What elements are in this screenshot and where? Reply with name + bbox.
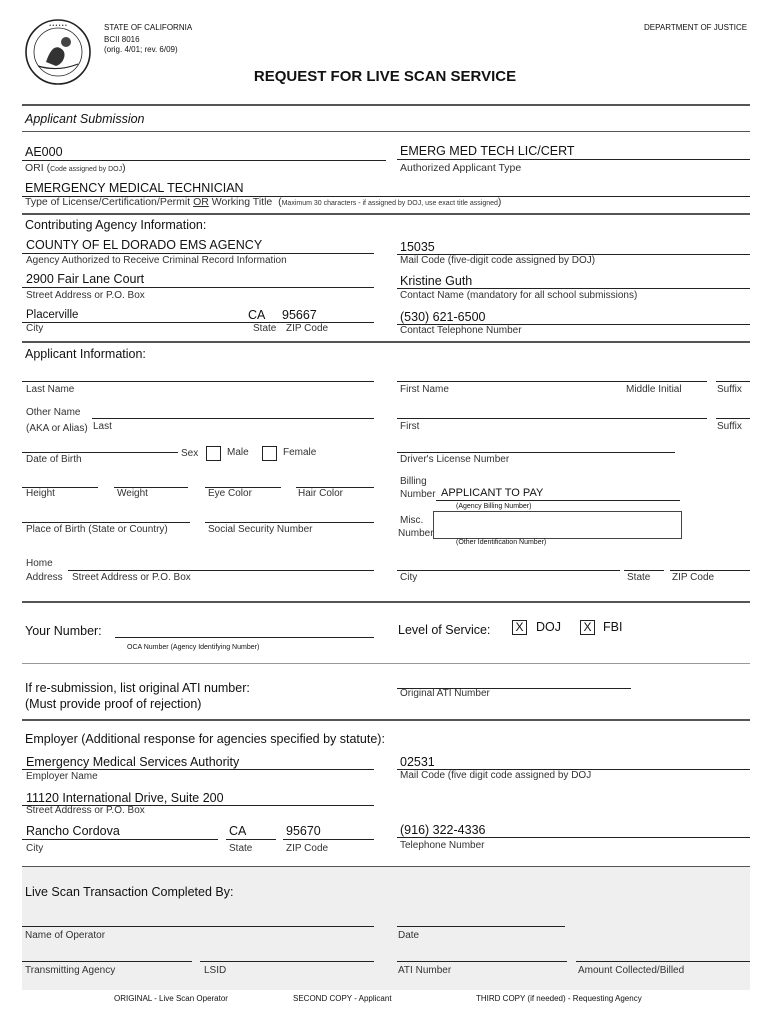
level-of-service-label: Level of Service: — [398, 623, 491, 637]
sex-label: Sex — [181, 448, 199, 459]
misc-number-label: Number — [398, 528, 434, 539]
home-zip-label: ZIP Code — [672, 572, 715, 583]
last-name-label: Last Name — [26, 384, 75, 395]
section-divider — [22, 601, 750, 603]
home-city-label: City — [400, 572, 418, 583]
middle-initial-label: Middle Initial — [626, 384, 682, 395]
female-checkbox[interactable] — [262, 446, 277, 461]
form-id: BCII 8016 — [104, 35, 140, 44]
employer-city-value[interactable]: Rancho Cordova — [26, 824, 120, 838]
place-of-birth-label: Place of Birth (State or Country) — [26, 524, 168, 535]
employer-city-label: City — [26, 843, 44, 854]
suffix-label: Suffix — [717, 384, 742, 395]
employer-street-label: Street Address or P.O. Box — [26, 805, 145, 816]
employer-mail-code-value[interactable]: 02531 — [400, 755, 435, 769]
agency-city-value[interactable]: Placerville — [26, 309, 79, 321]
footer-second-copy: SECOND COPY - Applicant — [293, 994, 392, 1003]
contact-name-label: Contact Name (mandatory for all school submissions) — [400, 290, 638, 301]
section-divider — [22, 104, 750, 106]
employer-state-label: State — [229, 843, 253, 854]
mail-code-value[interactable]: 15035 — [400, 240, 435, 254]
other-suffix-label: Suffix — [717, 421, 742, 432]
agency-city-label: City — [26, 323, 44, 334]
ssn-label: Social Security Number — [208, 524, 313, 535]
employer-heading: Employer (Additional response for agencies specified by statute): — [25, 732, 385, 746]
contact-phone-value[interactable]: (530) 621-6500 — [400, 310, 486, 324]
original-ati-label: Original ATI Number — [400, 688, 490, 699]
agency-state-value[interactable]: CA — [248, 308, 266, 322]
other-last-label: Last — [93, 421, 112, 432]
amount-collected-label: Amount Collected/Billed — [578, 965, 685, 976]
department-label: DEPARTMENT OF JUSTICE — [644, 23, 748, 32]
other-first-label: First — [400, 421, 420, 432]
transmitting-agency-label: Transmitting Agency — [25, 965, 116, 976]
doj-checkbox[interactable]: X — [512, 620, 527, 635]
mail-code-label: Mail Code (five-digit code assigned by DOJ) — [400, 255, 596, 266]
fbi-label: FBI — [603, 620, 623, 634]
weight-label: Weight — [117, 488, 148, 499]
home-label: Home — [26, 558, 53, 569]
form-revision: (orig. 4/01; rev. 6/09) — [104, 45, 178, 54]
your-number-label: Your Number: — [25, 624, 102, 638]
license-value[interactable]: EMERGENCY MEDICAL TECHNICIAN — [25, 181, 244, 195]
employer-zip-label: ZIP Code — [286, 843, 329, 854]
employer-mail-code-label: Mail Code (five digit code assigned by DOJ — [400, 770, 592, 781]
lsid-label: LSID — [204, 965, 227, 976]
misc-number-field[interactable] — [433, 511, 682, 539]
ori-value[interactable]: AE000 — [25, 145, 63, 159]
oca-number-note: OCA Number (Agency Identifying Number) — [127, 644, 260, 651]
agency-zip-value[interactable]: 95667 — [282, 308, 317, 322]
employer-street-value[interactable]: 11120 International Drive, Suite 200 — [26, 791, 224, 805]
applicant-type-label: Authorized Applicant Type — [400, 162, 522, 174]
agency-state-label: State — [253, 323, 277, 334]
contact-phone-label: Contact Telephone Number — [400, 325, 522, 336]
aka-label: (AKA or Alias) — [26, 423, 88, 434]
home-street-label: Street Address or P.O. Box — [72, 572, 191, 583]
live-scan-heading: Live Scan Transaction Completed By: — [25, 885, 234, 899]
first-name-label: First Name — [400, 384, 449, 395]
eye-color-label: Eye Color — [208, 488, 252, 499]
operator-name-label: Name of Operator — [25, 930, 106, 941]
section-divider — [22, 213, 750, 215]
height-label: Height — [26, 488, 55, 499]
section-divider — [22, 719, 750, 721]
applicant-type-value[interactable]: EMERG MED TECH LIC/CERT — [400, 144, 575, 158]
billing-number-value[interactable]: APPLICANT TO PAY — [441, 487, 544, 499]
applicant-submission-heading: Applicant Submission — [25, 112, 145, 126]
billing-label: Billing — [400, 476, 427, 487]
agency-name-value[interactable]: COUNTY OF EL DORADO EMS AGENCY — [26, 238, 263, 252]
resubmission-label: If re-submission, list original ATI number: — [25, 681, 250, 695]
state-label: STATE OF CALIFORNIA — [104, 23, 193, 32]
drivers-license-label: Driver's License Number — [400, 454, 510, 465]
employer-zip-value[interactable]: 95670 — [286, 824, 321, 838]
footer-third-copy: THIRD COPY (if needed) - Requesting Agency — [476, 994, 642, 1003]
agency-name-label: Agency Authorized to Receive Criminal Record Information — [26, 255, 287, 266]
applicant-info-heading: Applicant Information: — [25, 347, 146, 361]
hair-color-label: Hair Color — [298, 488, 344, 499]
other-name-label: Other Name — [26, 407, 81, 418]
section-divider — [22, 663, 750, 664]
date-label: Date — [398, 930, 420, 941]
billing-number-label: Number — [400, 489, 436, 500]
employer-phone-value[interactable]: (916) 322-4336 — [400, 823, 486, 837]
employer-name-label: Employer Name — [26, 771, 98, 782]
form-title: REQUEST FOR LIVE SCAN SERVICE — [253, 68, 517, 85]
employer-phone-label: Telephone Number — [400, 840, 485, 851]
male-label: Male — [227, 447, 249, 458]
female-label: Female — [283, 447, 317, 458]
footer-original: ORIGINAL - Live Scan Operator — [114, 994, 228, 1003]
fbi-checkbox[interactable]: X — [580, 620, 595, 635]
contact-name-value[interactable]: Kristine Guth — [400, 274, 473, 288]
employer-name-value[interactable]: Emergency Medical Services Authority — [26, 755, 240, 769]
doj-label: DOJ — [536, 620, 561, 634]
agency-street-label: Street Address or P.O. Box — [26, 290, 145, 301]
misc-label: Misc. — [400, 515, 424, 526]
dob-label: Date of Birth — [26, 454, 82, 465]
svg-text:• • • • • •: • • • • • • — [49, 23, 67, 29]
agency-zip-label: ZIP Code — [286, 323, 329, 334]
section-divider — [22, 341, 750, 343]
employer-state-value[interactable]: CA — [229, 824, 247, 838]
ori-label: ORI (Code assigned by DOJ) — [25, 162, 126, 174]
resubmission-note: (Must provide proof of rejection) — [25, 697, 202, 711]
ati-number-label: ATI Number — [398, 965, 452, 976]
agency-street-value[interactable]: 2900 Fair Lane Court — [26, 272, 145, 286]
misc-note: (Other Identification Number) — [456, 539, 547, 546]
heading-underline — [22, 131, 750, 132]
contributing-agency-heading: Contributing Agency Information: — [25, 218, 207, 232]
home-state-label: State — [627, 572, 651, 583]
male-checkbox[interactable] — [206, 446, 221, 461]
billing-note: (Agency Billing Number) — [456, 503, 532, 510]
license-label: Type of License/Certification/Permit OR Working Title (Maximum 30 characters - if assigned by DOJ, use exact title assigned) — [25, 196, 502, 208]
home-address-label: Address — [26, 572, 63, 583]
